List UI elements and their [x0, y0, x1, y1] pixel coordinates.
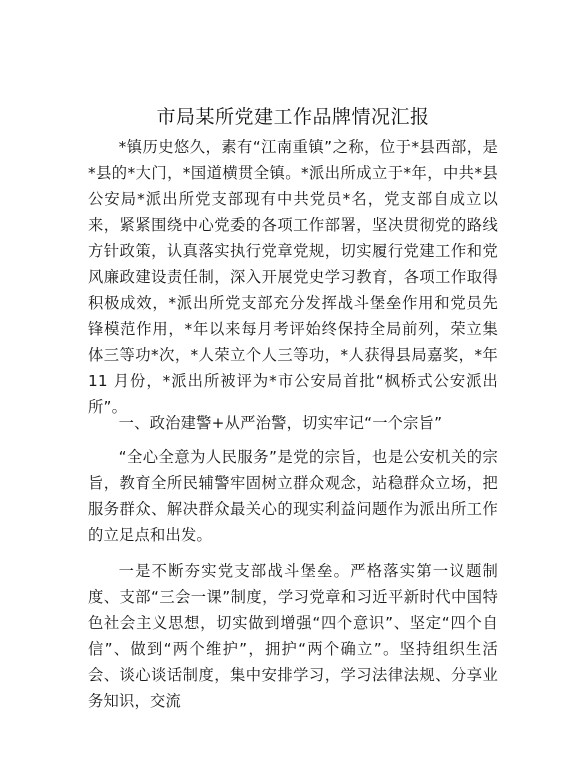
intro-paragraph: *镇历史悠久，素有“江南重镇”之称，位于*县西部，是*县的*大门，*国道横贯全镇。*派出所成立于*年，中共*县公安局*派出所党支部现有中共党员*名，党支部自成立以来，紧紧围绕中心党委的各项工作部署，坚决贯彻党的路线方针政策，认真落实执行党章党规，切实履行党建工作和党风廉政建设责任制，深入开展党史学习教育，各项工作取得积极成效，*派出所党支部充分发挥战斗堡垒作用和党员先锋模范作用，*年以来每月考评始终保持全局前列，荣立集体三等功*次，*人荣立个人三等功，*人获得县局嘉奖，*年 11 月份，*派出所被评为*市公安局首批“枫桥式公安派出所”。	[88, 138, 498, 416]
section-paragraph-mission: “全心全意为人民服务”是党的宗旨，也是公安机关的宗旨，教育全所民辅警牢固树立群众观念，站稳群众立场，把服务群众、解决群众最关心的现实利益问题作为派出所工作的立足点和出发。	[88, 448, 498, 544]
section-heading: 一、政治建警+从严治警，切实牢记“一个宗旨”	[118, 414, 443, 432]
section-paragraph-party-branch: 一是不断夯实党支部战斗堡垒。严格落实第一议题制度、支部“三会一课”制度，学习党章和习近平新时代中国特色社会主义思想，切实做到增强“四个意识”、坚定“四个自信”、做到“两个维护”，拥护“两个确立”。坚持组织生活会、谈心谈话制度，集中安排学习，学习法律法规、分享业务知识，交流	[88, 562, 498, 710]
document-title: 市局某所党建工作品牌情况汇报	[156, 106, 430, 128]
